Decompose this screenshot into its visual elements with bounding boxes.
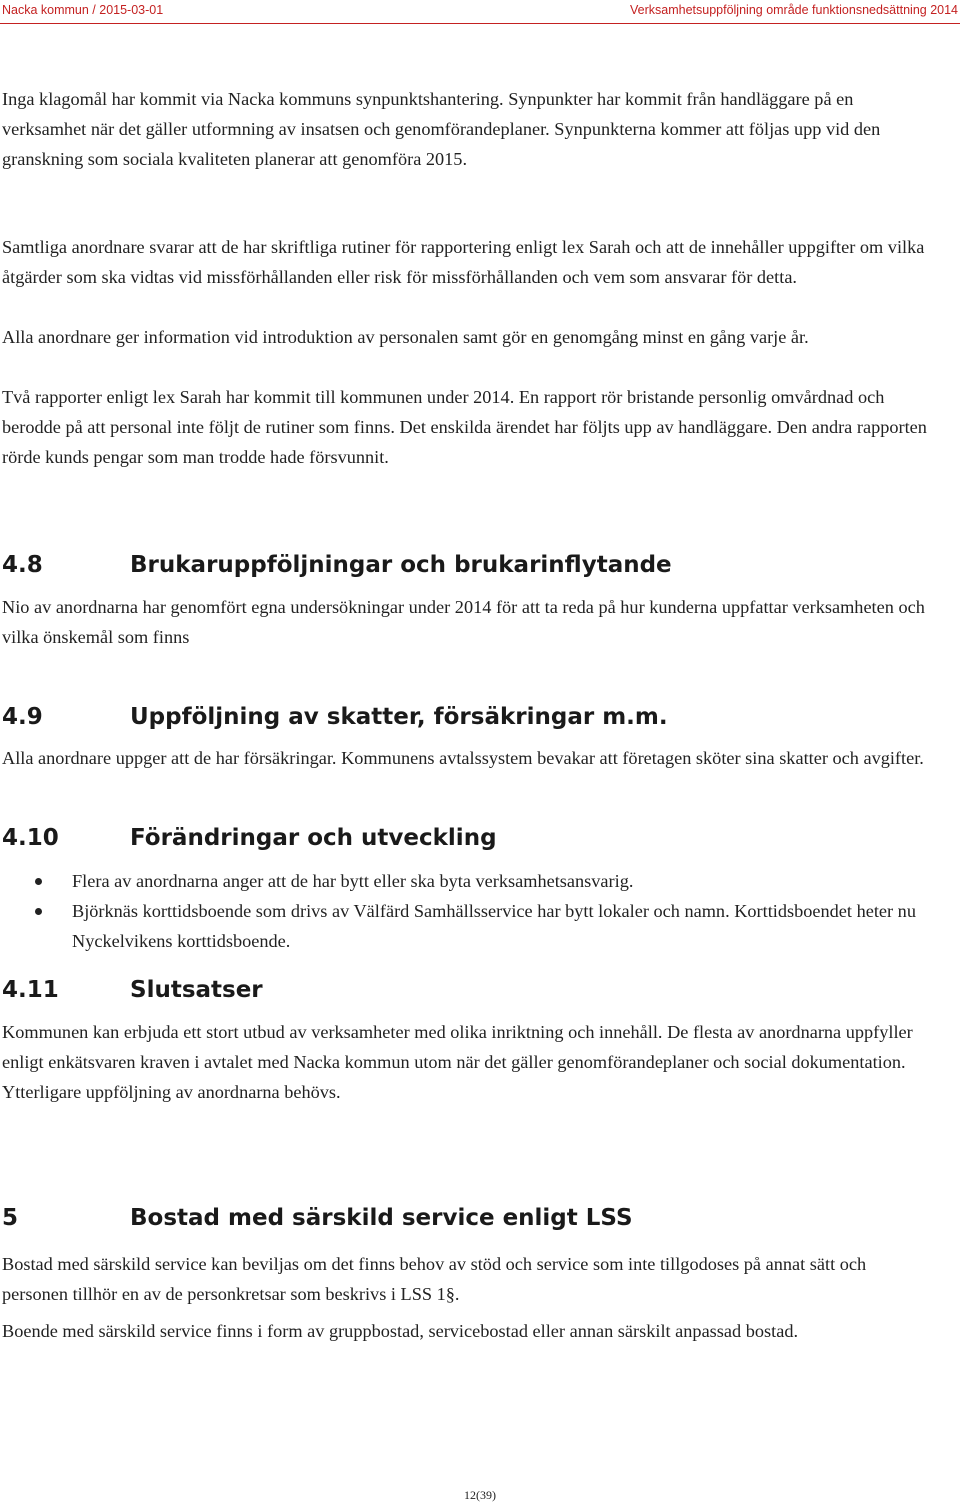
heading-number: 4.11	[2, 977, 59, 1003]
paragraph-conclusions: Kommunen kan erbjuda ett stort utbud av verksamheter med olika inriktning och innehåll. De flesta av anordnarna uppfyller enligt enkätsvaren kraven i avtalet med Nacka kommun utom när det gäller genomförandeplaner och social dokumentation. Ytterligare uppföljning av anordnarna behövs.	[2, 1022, 913, 1102]
header-left-text: Nacka kommun / 2015-03-01	[2, 3, 164, 17]
heading-number: 4.9	[2, 704, 43, 730]
heading-4-10	[2, 823, 497, 853]
page-number: 12(39)	[464, 1488, 496, 1502]
heading-5	[2, 1203, 633, 1233]
list-item-text: Björknäs korttidsboende som drivs av Välfärd Samhällsservice har bytt lokaler och namn. Korttidsboendet heter nu Nyckelvikens korttidsboende.	[72, 901, 916, 951]
paragraph-insurance: Alla anordnare uppger att de har försäkringar. Kommunens avtalssystem bevakar att företagen sköter sina skatter och avgifter.	[2, 748, 924, 768]
heading-number: 5	[2, 1205, 19, 1231]
page-header	[0, 0, 960, 26]
list-item-text: Flera av anordnarna anger att de har bytt eller ska byta verksamhetsansvarig.	[72, 871, 634, 891]
heading-4-11	[2, 975, 263, 1005]
paragraph-lex-sarah-routines: Samtliga anordnare svarar att de har skriftliga rutiner för rapportering enligt lex Sarah och att de innehåller uppgifter om vilka åtgärder som ska vidtas vid missförhållanden eller risk för missförhållanden och vem som ansvarar för detta.	[2, 237, 925, 287]
bullet-icon	[35, 908, 42, 915]
header-divider	[0, 23, 960, 24]
heading-title: Förändringar och utveckling	[130, 825, 497, 851]
paragraph-housing-forms: Boende med särskild service finns i form av gruppbostad, servicebostad eller annan särskilt anpassad bostad.	[2, 1321, 799, 1341]
heading-title: Uppföljning av skatter, försäkringar m.m.	[130, 704, 668, 730]
paragraph-user-surveys: Nio av anordnarna har genomfört egna undersökningar under 2014 för att ta reda på hur kunderna uppfattar verksamheten och vilka önskemål som finns	[2, 597, 925, 647]
list-item	[0, 896, 940, 956]
list-item	[0, 866, 940, 896]
paragraph-complaints: Inga klagomål har kommit via Nacka kommuns synpunktshantering. Synpunkter har kommit från handläggare på en verksamhet när det gäller utformning av insatsen och genomförandeplaner. Synpunkterna kommer att följas upp vid den granskning som sociala kvaliteten planerar att genomföra 2015.	[2, 89, 881, 169]
bullet-icon	[35, 878, 42, 885]
heading-title: Brukaruppföljningar och brukarinflytande	[130, 552, 672, 578]
heading-4-9	[2, 702, 668, 732]
heading-number: 4.10	[2, 825, 59, 851]
changes-bullet-list	[0, 866, 940, 956]
header-right-text: Verksamhetsuppföljning område funktionsnedsättning 2014	[630, 3, 958, 17]
heading-4-8	[2, 550, 672, 580]
heading-title: Bostad med särskild service enligt LSS	[130, 1205, 633, 1231]
paragraph-special-housing: Bostad med särskild service kan beviljas om det finns behov av stöd och service som inte tillgodoses på annat sätt och personen tillhör en av de personkretsar som beskrivs i LSS 1§.	[2, 1254, 867, 1304]
heading-number: 4.8	[2, 552, 43, 578]
paragraph-introduction-info: Alla anordnare ger information vid introduktion av personalen samt gör en genomgång minst en gång varje år.	[2, 327, 809, 347]
heading-title: Slutsatser	[130, 977, 263, 1003]
paragraph-lex-sarah-reports: Två rapporter enligt lex Sarah har kommit till kommunen under 2014. En rapport rör bristande personlig omvårdnad och berodde på att personal inte följt de rutiner som finns. Det enskilda ärendet har följts upp av handläggare. Den andra rapporten rörde kunds pengar som man trodde hade försvunnit.	[2, 387, 927, 467]
